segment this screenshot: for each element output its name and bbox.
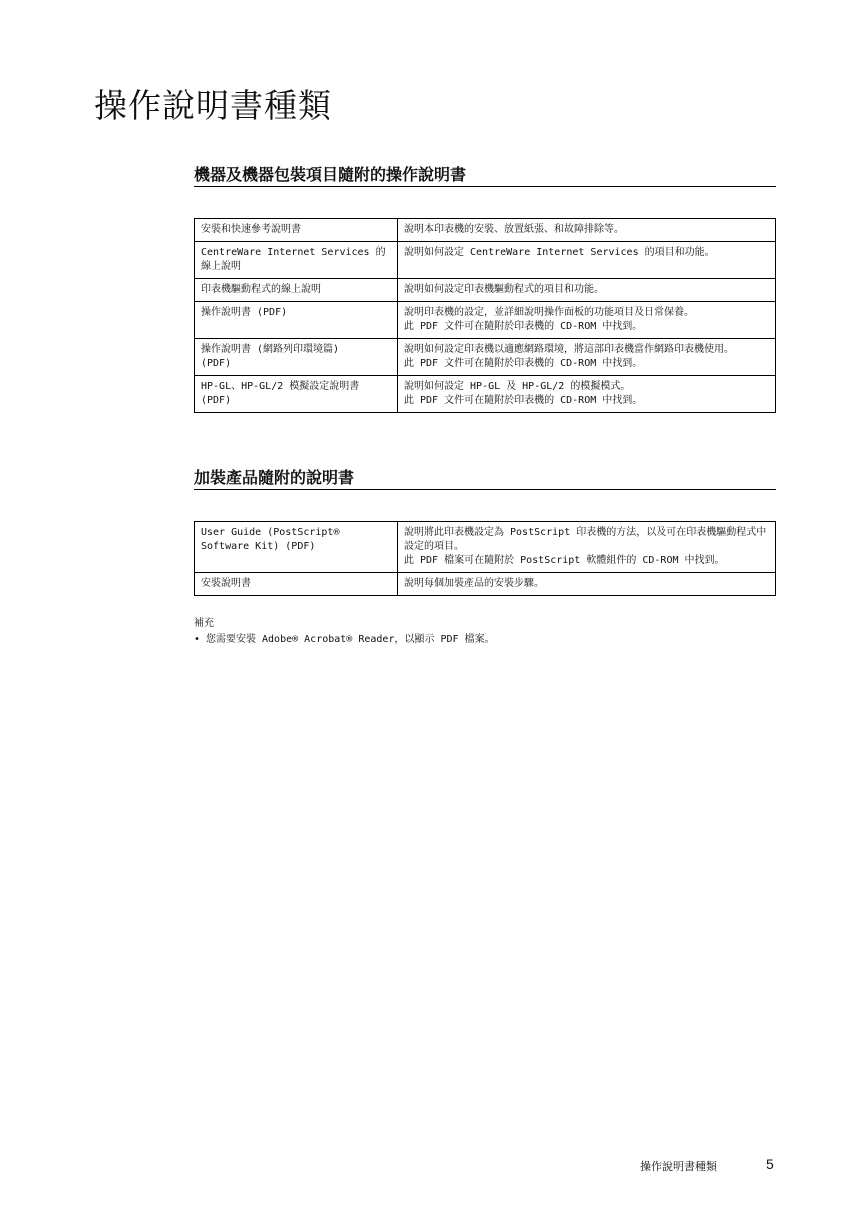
manual-description-cell: 說明如何設定 HP-GL 及 HP-GL/2 的模擬模式。 此 PDF 文件可在隨附於印表機的 CD-ROM 中找到。 [398,376,776,413]
manual-description-cell: 說明每個加裝產品的安裝步驟。 [398,573,776,596]
page-title: 操作說明書種類 [94,86,332,125]
manual-name-cell: CentreWare Internet Services 的線上說明 [195,242,398,279]
table-row [195,339,776,376]
table-row [195,573,776,596]
table-row [195,219,776,242]
section-heading-option-manuals: 加裝產品隨附的說明書 [194,465,776,490]
table-row [195,522,776,573]
footer-title: 操作說明書種類 [640,1160,717,1173]
note-block [194,616,776,648]
bullet-icon: • [194,634,201,645]
manual-description-cell: 說明如何設定 CentreWare Internet Services 的項目和功能。 [398,242,776,279]
page-number: 5 [766,1156,774,1172]
manual-name-cell: User Guide (PostScript® Software Kit) (PDF) [195,522,398,573]
included-manuals-table [194,218,776,413]
manual-name-cell: 印表機驅動程式的線上說明 [195,279,398,302]
manual-description-cell: 說明本印表機的安裝、放置紙張、和故障排除等。 [398,219,776,242]
manual-description-cell: 說明印表機的設定，並詳細說明操作面板的功能項目及日常保養。 此 PDF 文件可在隨附於印表機的 CD-ROM 中找到。 [398,302,776,339]
table-row [195,302,776,339]
manual-description-cell: 說明如何設定印表機驅動程式的項目和功能。 [398,279,776,302]
table-row [195,279,776,302]
manual-name-cell: HP-GL、HP-GL/2 模擬設定說明書 (PDF) [195,376,398,413]
manual-name-cell: 安裝和快速參考說明書 [195,219,398,242]
manual-name-cell: 操作說明書 (網路列印環境篇) (PDF) [195,339,398,376]
manual-name-cell: 安裝說明書 [195,573,398,596]
manual-name-cell: 操作說明書 (PDF) [195,302,398,339]
manual-description-cell: 說明如何設定印表機以適應網路環境，將這部印表機當作網路印表機使用。 此 PDF 文件可在隨附於印表機的 CD-ROM 中找到。 [398,339,776,376]
table-row [195,376,776,413]
section-heading-included-manuals: 機器及機器包裝項目隨附的操作說明書 [194,162,776,187]
manual-description-cell: 說明將此印表機設定為 PostScript 印表機的方法，以及可在印表機驅動程式中設定的項目。 此 PDF 檔案可在隨附於 PostScript 軟體組件的 CD-ROM 中找到。 [398,522,776,573]
table-row [195,242,776,279]
note-text: 您需要安裝 Adobe® Acrobat® Reader，以顯示 PDF 檔案。 [206,634,495,645]
note-heading: 補充 [194,618,214,629]
note-item [194,632,776,648]
option-manuals-table [194,521,776,596]
